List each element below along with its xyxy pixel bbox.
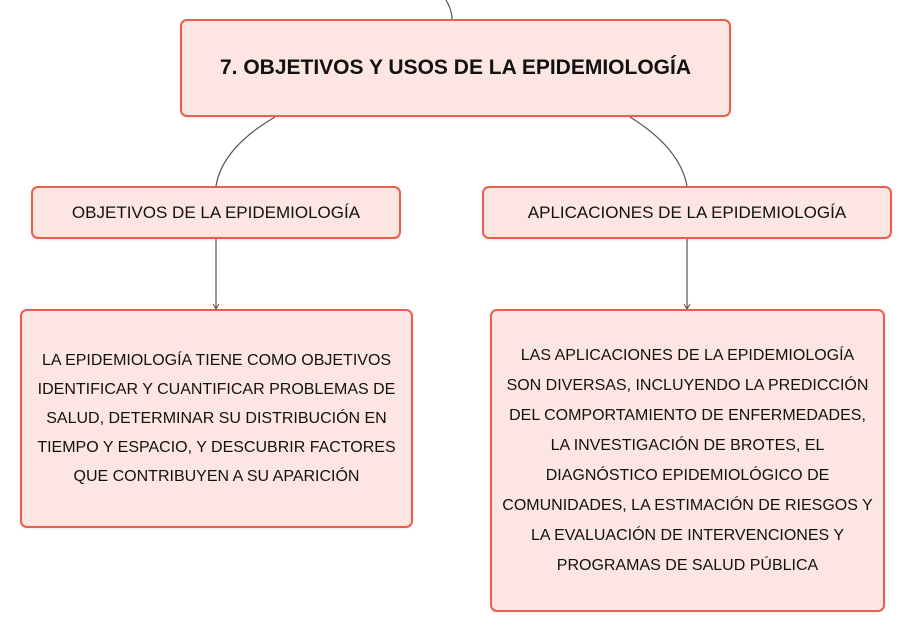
- aplicaciones-label: APLICACIONES DE LA EPIDEMIOLOGÍA: [527, 202, 847, 222]
- aplicaciones-node[interactable]: [482, 186, 892, 239]
- aplicaciones-description: LAS APLICACIONES DE LA EPIDEMIOLOGÍA SON DIVERSAS, INCLUYENDO LA PREDICCIÓN DEL COMPORTAMIENTO DE ENFERMEDADES, LA INVESTIGACIÓN DE BROTES, EL DIAGNÓSTICO EPIDEMIOLÓGICO DE COMUNIDADES, LA ESTIMACIÓN DE RIESGOS Y LA EVALUACIÓN DE INTERVENCIONES Y PROGRAMAS DE SALUD PÚBLICA: [502, 346, 873, 574]
- objetivos-description: LA EPIDEMIOLOGÍA TIENE COMO OBJETIVOS IDENTIFICAR Y CUANTIFICAR PROBLEMAS DE SALUD, DETERMINAR SU DISTRIBUCIÓN EN TIEMPO Y ESPACIO, Y DESCUBRIR FACTORES QUE CONTRIBUYEN A SU APARICIÓN: [37, 352, 396, 485]
- objetivos-label: OBJETIVOS DE LA EPIDEMIOLOGÍA: [71, 202, 361, 222]
- connector-root-to-objetivos: [216, 117, 275, 186]
- aplicaciones-description-node[interactable]: [490, 309, 885, 612]
- connector-from-parent: [446, 0, 452, 19]
- objetivos-node[interactable]: [31, 186, 401, 239]
- root-topic-node[interactable]: [180, 19, 731, 117]
- connector-root-to-aplicaciones: [630, 117, 687, 186]
- objetivos-description-node[interactable]: [20, 309, 413, 528]
- root-topic-title: 7. OBJETIVOS Y USOS DE LA EPIDEMIOLOGÍA: [219, 56, 692, 79]
